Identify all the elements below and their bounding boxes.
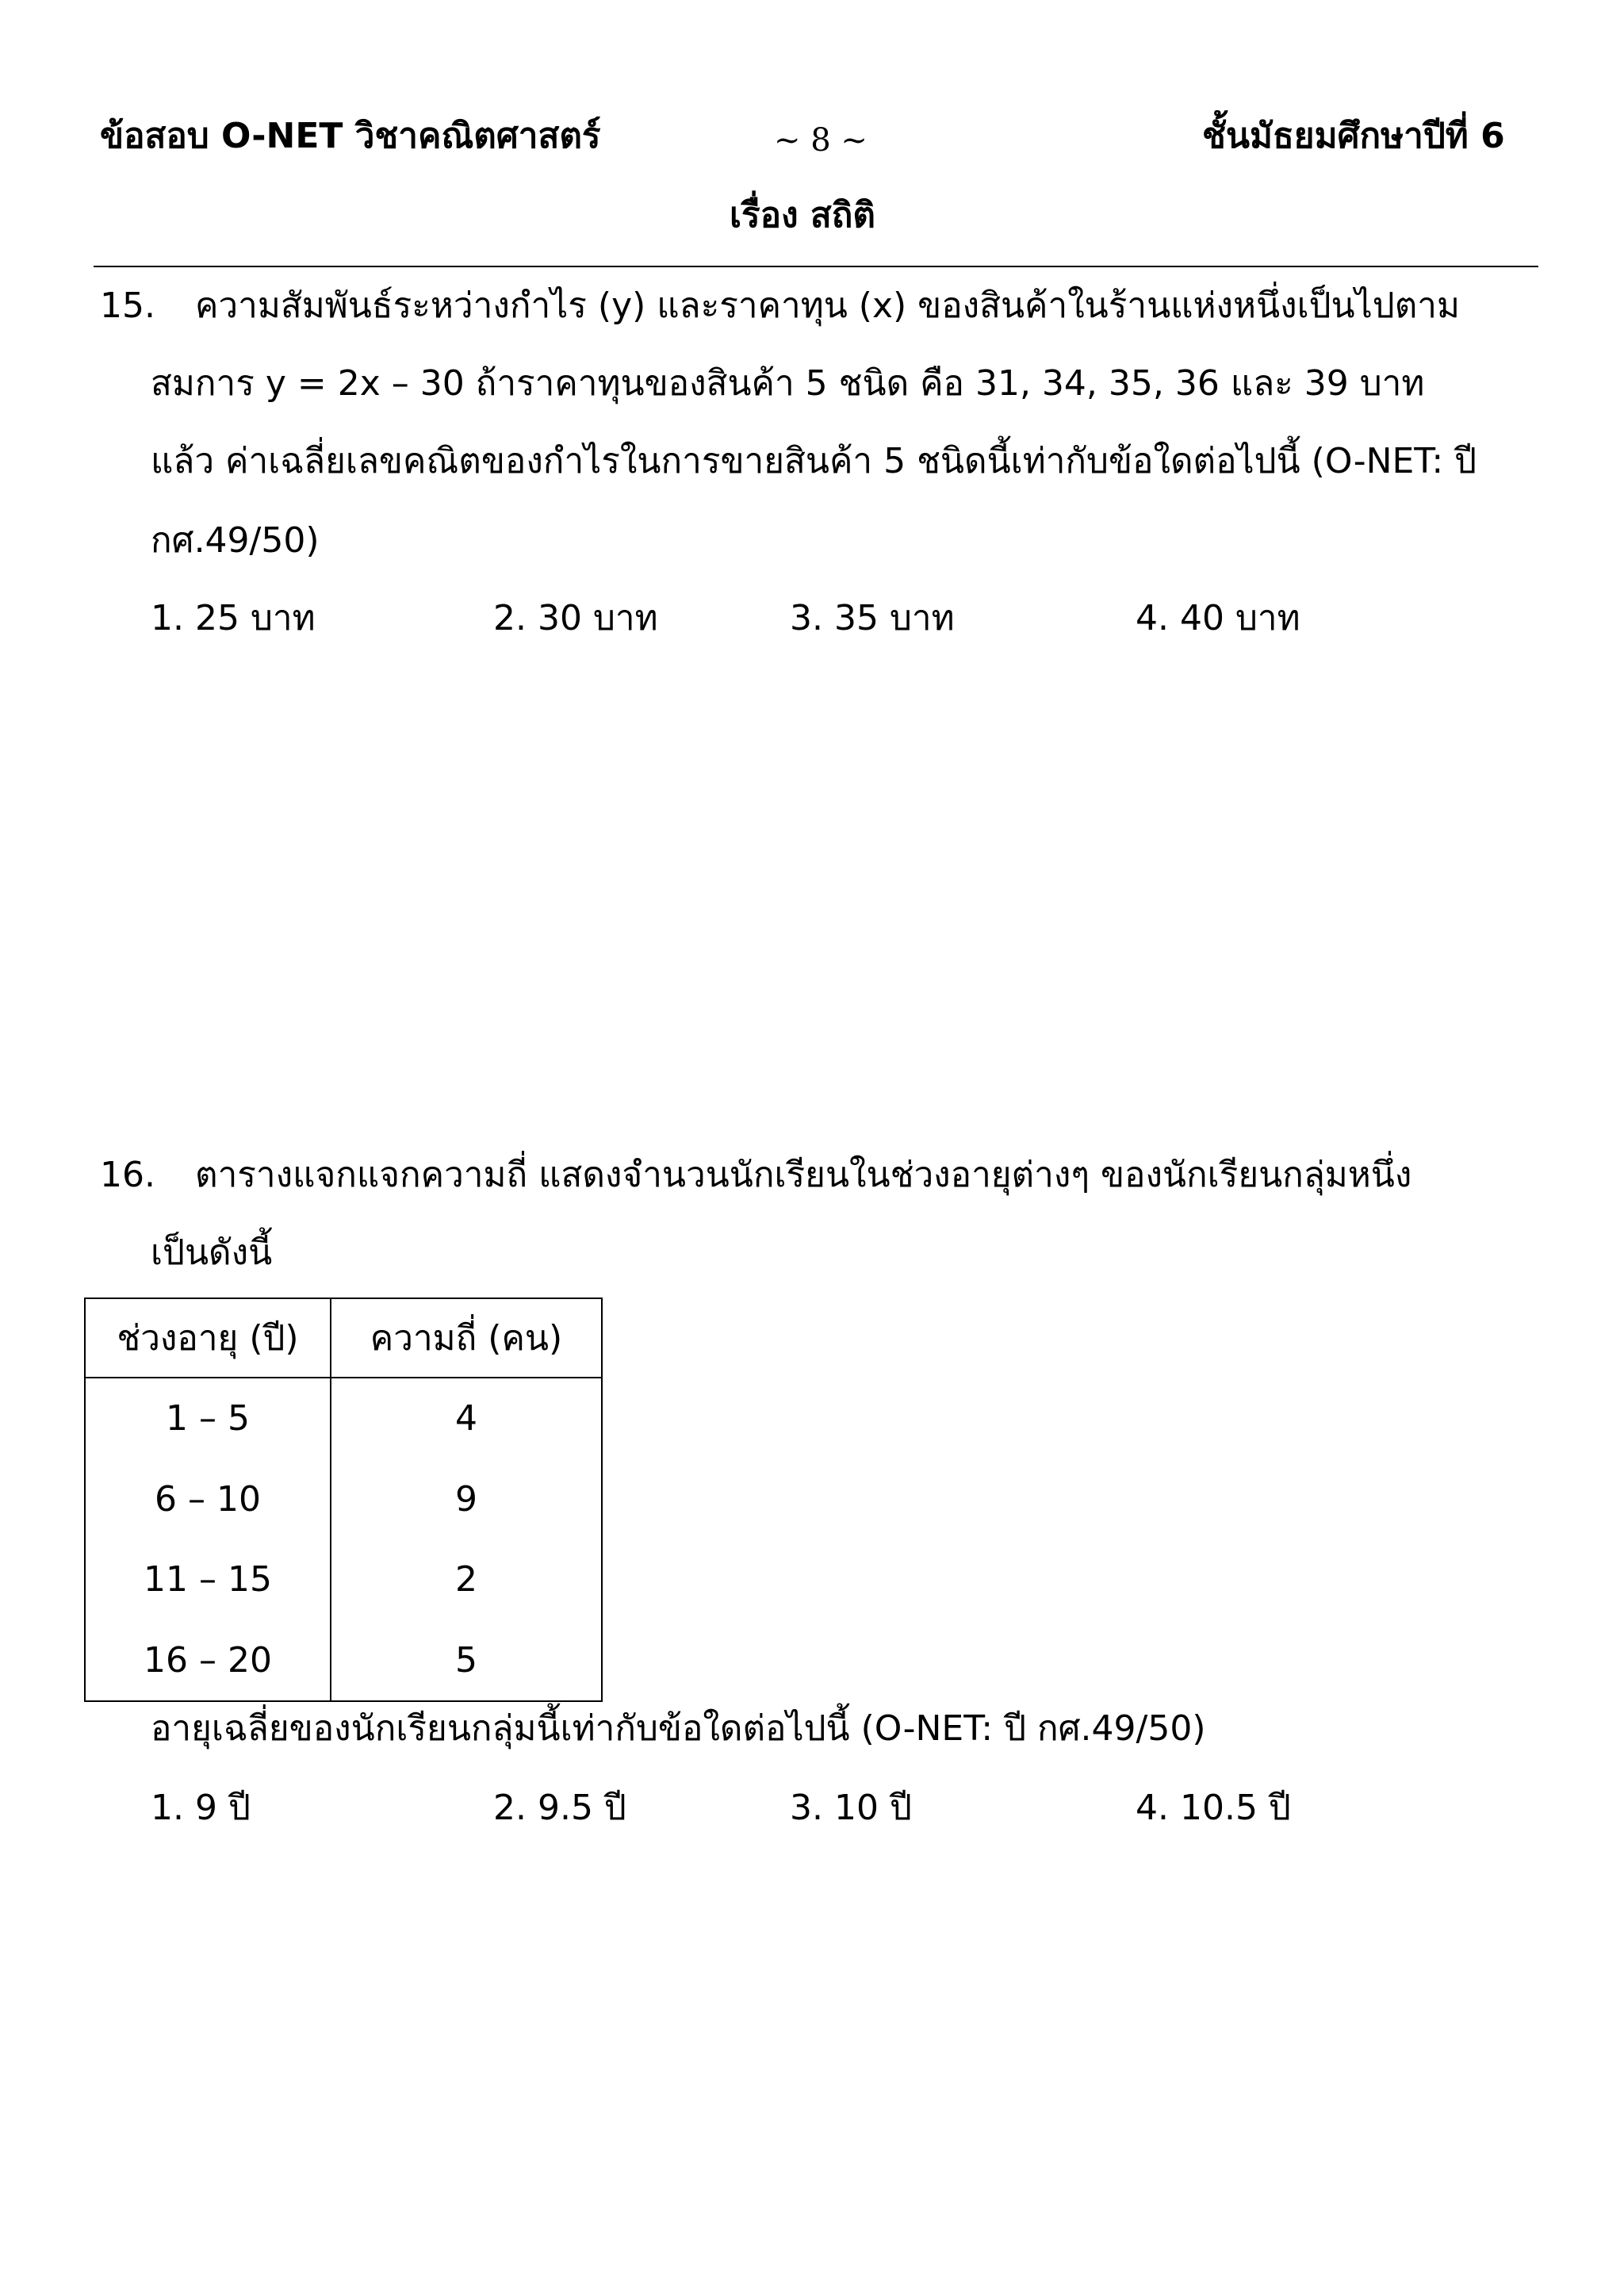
q15-choice-4: 4. 40 บาท — [1136, 598, 1300, 638]
q16-choice-1: 1. 9 ปี — [151, 1788, 251, 1828]
table-header-frequency: ความถี่ (คน) — [331, 1298, 602, 1378]
age-range-cell: 6 – 10 — [85, 1459, 331, 1539]
frequency-cell: 9 — [331, 1459, 602, 1539]
table-header-row — [85, 1298, 602, 1378]
header-exam-title: ข้อสอบ O-NET วิชาคณิตศาสตร์ — [100, 116, 601, 156]
q16-number: 16. — [100, 1155, 155, 1195]
q16-line-2: เป็นดังนี้ — [151, 1232, 273, 1273]
header-divider — [94, 266, 1538, 267]
table-header-age-range: ช่วงอายุ (ปี) — [85, 1298, 331, 1378]
q15-choice-3: 3. 35 บาท — [790, 598, 955, 638]
page-number: ~ 8 ~ — [774, 122, 868, 159]
frequency-cell: 2 — [331, 1539, 602, 1619]
frequency-cell: 4 — [331, 1378, 602, 1459]
q16-choice-2: 2. 9.5 ปี — [493, 1788, 626, 1828]
table-row — [85, 1459, 602, 1539]
frequency-table — [84, 1297, 603, 1702]
q15-number: 15. — [100, 286, 155, 326]
q15-line-3: แล้ว ค่าเฉลี่ยเลขคณิตของกำไรในการขายสินค้า 5 ชนิดนี้เท่ากับข้อใดต่อไปนี้ (O-NET: ปี — [151, 441, 1477, 481]
q15-line-4: กศ.49/50) — [151, 520, 320, 561]
q16-choice-3: 3. 10 ปี — [790, 1788, 912, 1828]
table-row — [85, 1378, 602, 1459]
q16-line-1: ตารางแจกแจกความถี่ แสดงจำนวนนักเรียนในช่วงอายุต่างๆ ของนักเรียนกลุ่มหนึ่ง — [195, 1155, 1412, 1195]
table-row — [85, 1539, 602, 1619]
q16-choice-4: 4. 10.5 ปี — [1136, 1788, 1291, 1828]
q15-choice-1: 1. 25 บาท — [151, 598, 316, 638]
age-range-cell: 11 – 15 — [85, 1539, 331, 1619]
age-range-cell: 1 – 5 — [85, 1378, 331, 1459]
page-title: เรื่อง สถิติ — [730, 195, 875, 236]
table-row — [85, 1619, 602, 1701]
frequency-cell: 5 — [331, 1619, 602, 1701]
q16-question: อายุเฉลี่ยของนักเรียนกลุ่มนี้เท่ากับข้อใดต่อไปนี้ (O-NET: ปี กศ.49/50) — [151, 1708, 1206, 1749]
q15-line-1: ความสัมพันธ์ระหว่างกำไร (y) และราคาทุน (x) ของสินค้าในร้านแห่งหนึ่งเป็นไปตาม — [195, 286, 1460, 326]
header-grade: ชั้นมัธยมศึกษาปีที่ 6 — [1202, 116, 1505, 156]
age-range-cell: 16 – 20 — [85, 1619, 331, 1701]
q15-choice-2: 2. 30 บาท — [493, 598, 658, 638]
q15-line-2: สมการ y = 2x – 30 ถ้าราคาทุนของสินค้า 5 ชนิด คือ 31, 34, 35, 36 และ 39 บาท — [151, 363, 1425, 404]
